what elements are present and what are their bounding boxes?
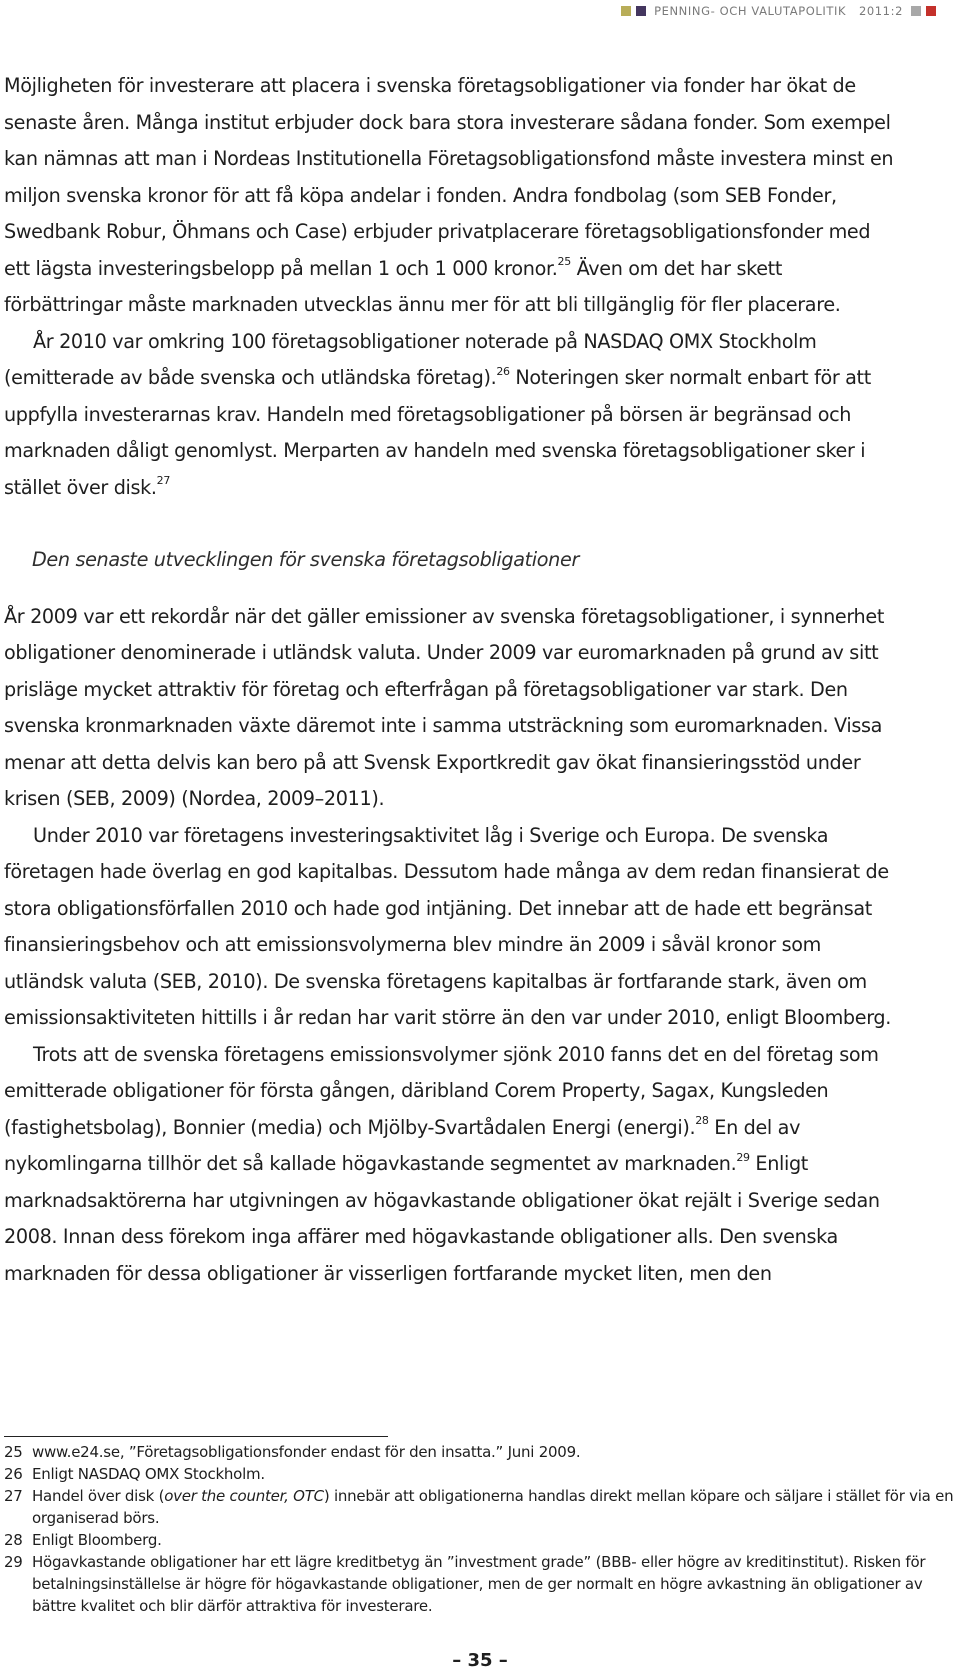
page-number: – 35 – [452,1650,508,1671]
footnote-divider [4,1436,388,1437]
footnote-ref-26[interactable]: 26 [496,364,510,378]
footnote-number: 28 [4,1531,23,1549]
footnote-25 [4,1441,954,1463]
paragraph-4: Under 2010 var företagens investeringsaktivitet låg i Sverige och Europa. De svenska företagen hade överlag en god kapitalbas. Dessutom hade många av dem redan finansierat de stora obligationsförfallen 2010 och hade god intjäning. Det innebar att de hade ett begränsat finansieringsbehov och att emissionsvolymerna blev mindre än 2009 i såväl kronor som utländsk valuta (SEB, 2010). De svenska företagens kapitalbas är fortfarande stark, även om emissionsaktiviteten hittills i år redan har varit större än den var under 2010, enligt Bloomberg. [4,823,891,1029]
footnote-29 [4,1551,954,1617]
purple-square-icon [636,6,646,16]
footnote-text: Högavkastande obligationer har ett lägre kreditbetyg än ”investment grade” (BBB- eller högre av kreditinstitut). Risken för betalningsinställelse är högre för högavkastande obligationer, men de ger normalt en högre avkastning än obligationer av bättre kvalitet och blir därför attraktiva för investerare. [32,1553,926,1615]
footnote-number: 25 [4,1443,23,1461]
grey-square-icon [911,6,921,16]
footnote-number: 26 [4,1465,23,1483]
footnote-ref-25[interactable]: 25 [557,255,571,269]
paragraph-2: År 2010 var omkring 100 företagsobligationer noterade på NASDAQ OMX Stockholm (emitterade av både svenska och utländska företag).$^{26}$ Noteringen sker normalt enbart för att uppfylla investerarnas krav. Handeln med företagsobligationer på börsen är begränsad och marknaden dåligt genomlyst. Merparten av handeln med svenska företagsobligationer sker i stället över disk.$^{27}$ [4,329,871,499]
olive-square-icon [621,6,631,16]
footnote-ref-28[interactable]: 28 [695,1114,709,1128]
footnotes [4,1441,954,1617]
footnote-28 [4,1529,954,1551]
footnote-ref-29[interactable]: 29 [736,1150,750,1164]
footnote-ref-27[interactable]: 27 [156,474,170,488]
paragraph-5: Trots att de svenska företagens emissionsvolymer sjönk 2010 fanns det en del företag som emitterade obligationer för första gången, däribland Corem Property, Sagax, Kungsleden (fastighetsbolag), Bonnier (media) och Mjölby-Svartådalen Energi (energi).$^{28}$ En del av nykomlingarna tillhör det så kallade högavkastande segmentet av marknaden.$^{29}$ Enligt marknadsaktörerna har utgivningen av högavkastande obligationer ökat rejält i Sverige sedan 2008. Innan dess förekom inga affärer med högavkastande obligationer alls. Den svenska marknaden för dessa obligationer är visserligen fortfarande mycket liten, men den [4,1042,880,1285]
footnote-26 [4,1463,954,1485]
footnote-text: Enligt NASDAQ OMX Stockholm. [32,1465,265,1483]
red-square-icon [926,6,936,16]
footnote-text: Handel över disk (over the counter, OTC) innebär att obligationerna handlas direkt mellan köpare och säljare i stället för via en organiserad börs. [32,1487,954,1527]
running-header [621,0,936,22]
footnote-text: www.e24.se, ”Företagsobligationsfonder endast för den insatta.” Juni 2009. [32,1443,581,1461]
paragraph-1: Möjligheten för investerare att placera i svenska företagsobligationer via fonder har ökat de senaste åren. Många institut erbjuder dock bara stora investerare sådana fonder. Som exempel kan nämnas att man i Nordeas Institutionella Företagsobligationsfond måste investera minst en miljon svenska kronor för att få köpa andelar i fonden. Andra fondbolag (som SEB Fonder, Swedbank Robur, Öhmans och Case) erbjuder privatplacerare företagsobligationsfonder med ett lägsta investeringsbelopp på mellan 1 och 1 000 kronor.$^{25}$ Även om det har skett förbättringar måste marknaden utvecklas ännu mer för att bli tillgänglig för fler placerare. [4,74,894,316]
publication-title: PENNING- OCH VALUTAPOLITIK 2011:2 [654,4,903,18]
paragraph-3: År 2009 var ett rekordår när det gäller emissioner av svenska företagsobligationer, i synnerhet obligationer denominerade i utländsk valuta. Under 2009 var euromarknaden på grund av sitt prisläge mycket attraktiv för företag och efterfrågan på företagsobligationer var stark. Den svenska kronmarknaden växte däremot inte i samma utsträckning som euromarknaden. Vissa menar att detta delvis kan bero på att Svensk Exportkredit gav ökat finansieringsstöd under krisen (SEB, 2009) (Nordea, 2009–2011). [4,604,885,810]
footnote-number: 29 [4,1553,23,1571]
footnote-number: 27 [4,1487,23,1505]
main-text [4,68,894,1292]
issue-number: 2011:2 [858,4,903,18]
section-heading: Den senaste utvecklingen för svenska företagsobligationer [32,548,579,571]
footnote-27 [4,1485,954,1529]
footnote-text: Enligt Bloomberg. [32,1531,162,1549]
